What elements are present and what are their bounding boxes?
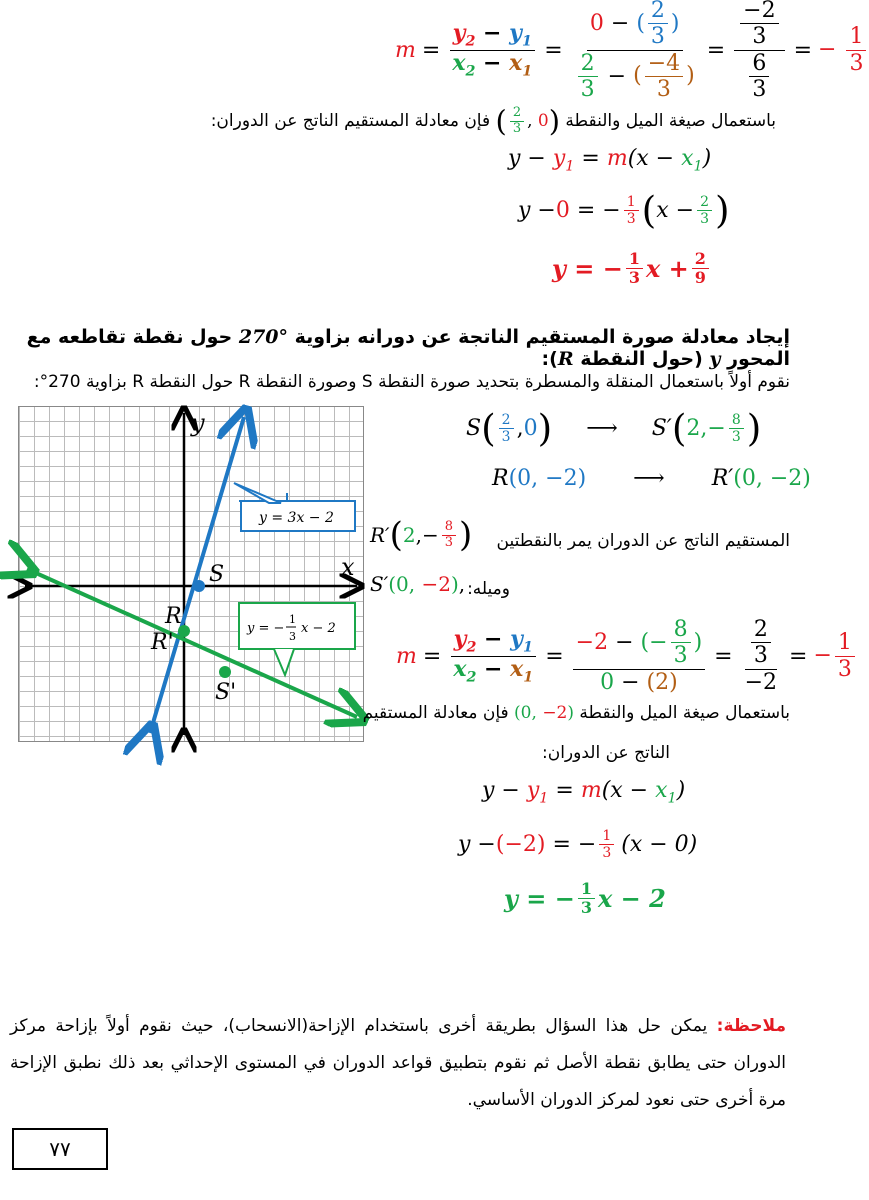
point-slope-eq-1: $y - y_1 = m(x - x_1)$ xyxy=(508,146,712,175)
slope-simplified: $\frac{\frac{-2}{3}}{\frac{6}{3}}$ xyxy=(734,0,784,102)
slope-equation-1: m = $\frac{y_2 - y_1}{x_2 - x_1}$ = 0 − ( $\frac{2}{3}$ ) $\frac{2}{3}$ − ( $\frac{-4}{3}$ ) = $\frac{\frac{-2}{3}}{\frac{6}{3}}$ = − $\frac{1}{3}$ xyxy=(395,0,869,100)
final-equation-2: y = − $\frac{1}{3}$ x − 2 xyxy=(504,879,666,918)
label-S: S xyxy=(209,562,225,587)
note-paragraph xyxy=(10,1008,786,1119)
page-number: ٧٧ xyxy=(12,1128,108,1170)
blue-equation-label: y = 3x − 2 xyxy=(259,510,334,526)
green-equation-num: 1 xyxy=(289,613,296,626)
note-label: ملاحظة: xyxy=(716,1016,786,1036)
label-Rp: R' xyxy=(151,630,174,655)
point-S xyxy=(193,580,205,592)
grid-lines xyxy=(19,407,363,741)
label-R: R xyxy=(165,604,182,629)
graph-svg xyxy=(19,407,363,741)
slope-m: m xyxy=(395,37,416,63)
slope-substitution: 0 − ( $\frac{2}{3}$ ) $\frac{2}{3}$ − ( $\frac{-4}{3}$ ) xyxy=(572,0,698,102)
label-x-axis: x xyxy=(341,553,355,581)
mapping-S: S ( $\frac{2}{3}$ , 0 ) ⟶ S′ ( 2 ,− $\frac{8}{3}$ ) xyxy=(466,406,762,450)
intro-text-3b: الناتج عن الدوران: xyxy=(542,743,670,763)
substituted-eq-2: y − (−2) = − $\frac{1}{3}$ (x − 0) xyxy=(458,828,698,862)
and-slope-line: وميله: S′(0, −2), xyxy=(370,572,510,599)
section-heading: إيجاد معادلة صورة المستقيم الناتجة عن دورانه بزاوية 270° حول نقطة تقاطعه مع المحور y (حول النقطة R): xyxy=(26,326,790,370)
note-text: يمكن حل هذا السؤال بطريقة أخرى باستخدام الإزاحة(الانسحاب)، حيث نقوم أولاً بإزاحة مركز الدوران حتى يطابق نقطة الأصل ثم نقوم بتطبيق قواعد الدوران في المستوى الإحداثي بعد ذلك نطبق الإزاحة مرة أخرى حتى نعود لمركز الدوران الأساسي. xyxy=(10,1016,786,1110)
slope-result: − $\frac{1}{3}$ xyxy=(818,24,869,76)
intro-text-2: نقوم أولاً باستعمال المنقلة والمسطرة بتحديد صورة النقطة S وصورة النقطة R حول النقطة R بزاوية 270°: xyxy=(33,372,790,392)
final-equation-1: y = − $\frac{1}{3}$ x + $\frac{2}{9}$ xyxy=(552,250,712,288)
label-y-axis: y xyxy=(191,409,205,437)
coordinate-graph xyxy=(18,406,364,742)
green-equation-pre: y = − xyxy=(247,621,285,636)
mapping-R: R(0, −2) ⟶ R′(0, −2) xyxy=(492,466,811,491)
green-equation-den: 3 xyxy=(289,630,296,643)
point-Sp xyxy=(219,666,231,678)
point-slope-eq-2: $y - y_1 = m(x - x_1)$ xyxy=(482,778,686,807)
green-equation-post: x − 2 xyxy=(301,621,336,636)
intro-text-1: باستعمال صيغة الميل والنقطة ( $\frac{2}{3}$ , 0) فإن معادلة المستقيم الناتج عن الدوران: xyxy=(210,104,776,139)
slope-formula: $\frac{y_2 - y_1}{x_2 - x_1}$ xyxy=(449,21,535,80)
passes-line: المستقيم الناتج عن الدوران يمر بالنقطتين R′ ( 2 ,− $\frac{8}{3}$ ) xyxy=(370,515,790,555)
label-Sp: S' xyxy=(215,680,237,705)
slope-equation-2: m = $\frac{y_2 - y_1}{x_2 - x_1}$ = −2 − (− $\frac{8}{3}$ ) 0 − (2) = $\frac{\frac{2}{3}}{-2}$ = − $\frac{1}{3}$ xyxy=(396,614,858,698)
intro-text-3: باستعمال صيغة الميل والنقطة (0, −2) فإن معادلة المستقيم xyxy=(362,703,790,723)
substituted-eq-1: y − 0 = − $\frac{1}{3}$ ( x − $\frac{2}{3}$ ) xyxy=(518,188,730,232)
